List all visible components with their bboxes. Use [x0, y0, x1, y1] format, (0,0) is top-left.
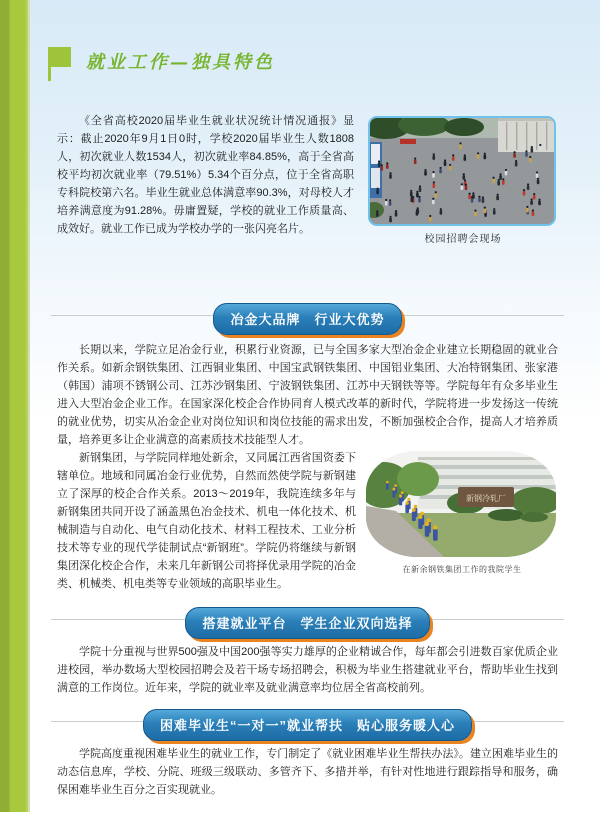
- job-fair-photo-art: [370, 118, 554, 224]
- intro-text: 《全省高校2020届毕业生就业状况统计情况通报》显示：截止2020年9月1日0时，学校2020届毕业生人数1808人，初次就业人数1534人，初次就业率84.85%，高于全省高校平均初次就业率（79.51%）5.34个百分点，位于全省高职专科院校第六名。毕业生就业总体满意率90.3%，对母校人才培养满意度为91.28%。毋庸置疑，学校的就业工作质量高、成效好。就业工作已成为学校办学的一张闪亮名片。: [57, 115, 354, 235]
- section-heading-platform: [57, 607, 558, 633]
- steel-plant-photo: [366, 451, 556, 557]
- steel-plant-photo-caption: 在新余钢铁集团工作的我院学生: [402, 565, 522, 574]
- header-flag-icon: [48, 45, 73, 83]
- flag-square: [51, 47, 71, 67]
- section-heading-pill: 冶金大品牌 行业大优势: [213, 303, 401, 335]
- page-content: [30, 0, 600, 799]
- job-fair-photo-caption: 校园招聘会现场: [424, 234, 502, 245]
- assistance-paragraph: [57, 745, 558, 799]
- section-heading-assistance: [57, 709, 558, 735]
- left-accent-band: [0, 0, 30, 812]
- metallurgy-paragraph-1: [57, 341, 558, 449]
- steel-plant-photo-block: [366, 451, 558, 579]
- metallurgy-paragraph-2: [57, 449, 558, 593]
- assistance-text: 学院高度重视困难毕业生的就业工作，专门制定了《就业困难毕业生帮扶办法》。建立困难毕业生的动态信息库，学校、分院、班级三级联动、多管齐下、多措并举，有针对性地进行跟踪指导和服务，确保困难毕业生百分之百实现就业。: [57, 748, 558, 796]
- page-header: [48, 45, 558, 85]
- section-heading-pill: 搭建就业平台 学生企业双向选择: [185, 607, 429, 639]
- plant-sign-text: 新钢冷轧厂: [466, 494, 506, 503]
- section-heading-metallurgy: [57, 303, 558, 329]
- platform-paragraph: [57, 643, 558, 697]
- platform-text: 学院十分重视与世界500强及中国200强等实力雄厚的企业精诚合作，每年都会引进数百家优质企业进校园，举办数场大型校园招聘会及若干场专场招聘会，积极为毕业生搭建就业平台，帮助毕业生找到满意的工作岗位。近年来，学院的就业率及就业满意率均位居全省高校前列。: [57, 646, 558, 694]
- steel-plant-photo-art: [366, 451, 556, 557]
- metallurgy-text-2: 新钢集团，与学院同样地处新余，又同属江西省国资委下辖单位。地域和同属冶金行业优势，自然而然使学院与新钢建立了深厚的校企合作关系。2013～2019年，我院连续多年与新钢集团共同开设了涵盖黑色冶金技术、机电一体化技术、机械制造与自动化、电气自动化技术、材料工程技术、工业分析技术等专业的现代学徒制试点“新钢班”。学院仍将继续与新钢集团深化校企合作，未来几年新钢公司将择优录用学院的冶金类、机械类、机电类等专业领域的高职毕业生。: [57, 452, 356, 590]
- section-heading-pill: 困难毕业生“一对一”就业帮扶 贴心服务暖人心: [143, 709, 472, 741]
- intro-paragraph: [57, 112, 558, 251]
- metallurgy-text-1: 长期以来，学院立足冶金行业，积累行业资源，已与全国多家大型冶金企业建立长期稳固的就业合作关系。如新余钢铁集团、江西铜业集团、中国宝武钢铁集团、中国铝业集团、大冶特钢集团、张家港（韩国）浦项不锈钢公司、江苏沙钢集团、宁波钢铁集团、江苏中天钢铁等等。学院每年有众多毕业生进入大型冶金企业工作。在国家深化校企合作协同育人模式改革的新时代，学院将进一步发扬这一传统的就业优势，切实从冶金企业对岗位知识和岗位技能的需求出发，不断加强校企合作，提高人才培养质量，培养更多让企业满意的高素质技术技能型人才。: [57, 344, 558, 446]
- page-title: 就业工作—独具特色: [86, 52, 275, 73]
- job-fair-photo: [368, 116, 556, 226]
- job-fair-photo-block: [368, 116, 558, 249]
